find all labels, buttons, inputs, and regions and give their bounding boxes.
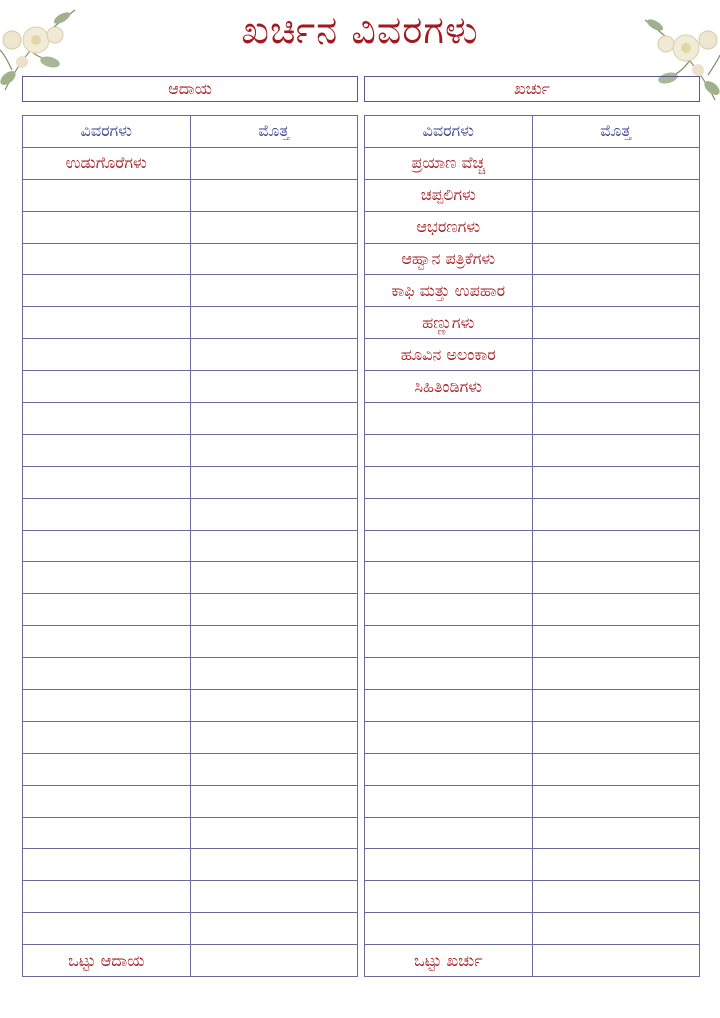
amount-cell[interactable]	[190, 434, 358, 466]
amount-cell[interactable]	[190, 849, 358, 881]
amount-cell[interactable]	[190, 403, 358, 435]
amount-cell[interactable]	[190, 307, 358, 339]
table-row	[23, 626, 358, 658]
table-row	[365, 594, 700, 626]
details-cell[interactable]	[23, 403, 191, 435]
amount-cell[interactable]	[190, 498, 358, 530]
table-header-row	[23, 116, 358, 148]
amount-cell[interactable]	[532, 721, 700, 753]
page-title: ಖರ್ಚಿನ ವಿವರಗಳು	[241, 8, 479, 52]
expense-table	[364, 115, 700, 977]
total-row	[365, 945, 700, 977]
table-row	[365, 785, 700, 817]
expense-section-header: ಖರ್ಚು	[364, 76, 700, 102]
amount-cell[interactable]	[532, 498, 700, 530]
table-row	[365, 913, 700, 945]
details-cell[interactable]	[23, 371, 191, 403]
details-cell[interactable]	[23, 913, 191, 945]
table-row	[23, 339, 358, 371]
table-row	[23, 371, 358, 403]
income-section-header: ಆದಾಯ	[22, 76, 358, 102]
table-row	[365, 275, 700, 307]
table-row	[365, 466, 700, 498]
details-cell[interactable]	[23, 243, 191, 275]
total-row	[23, 945, 358, 977]
details-cell[interactable]: ಚಪ್ಪಲಿಗಳು	[365, 179, 533, 211]
table-row	[365, 179, 700, 211]
details-cell[interactable]	[23, 721, 191, 753]
details-cell[interactable]	[23, 466, 191, 498]
amount-cell[interactable]	[190, 371, 358, 403]
details-cell[interactable]: ಆಭರಣಗಳು	[365, 211, 533, 243]
details-cell[interactable]: ಸಿಹಿತಿಂಡಿಗಳು	[365, 371, 533, 403]
details-cell[interactable]	[23, 562, 191, 594]
table-row	[23, 434, 358, 466]
details-cell[interactable]	[365, 466, 533, 498]
table-row	[365, 339, 700, 371]
amount-cell[interactable]	[532, 658, 700, 690]
table-row	[365, 562, 700, 594]
amount-cell[interactable]	[532, 211, 700, 243]
details-cell[interactable]	[23, 434, 191, 466]
table-row	[365, 147, 700, 179]
table-row	[365, 690, 700, 722]
details-cell[interactable]	[365, 658, 533, 690]
total-amount-cell[interactable]	[532, 945, 700, 977]
table-row	[23, 307, 358, 339]
amount-cell[interactable]	[190, 721, 358, 753]
details-cell[interactable]: ಕಾಫಿ ಮತ್ತು ಉಪಹಾರ	[365, 275, 533, 307]
table-row	[365, 658, 700, 690]
details-cell[interactable]	[23, 307, 191, 339]
total-label: ಒಟ್ಟು ಆದಾಯ	[23, 945, 191, 977]
amount-cell[interactable]	[532, 371, 700, 403]
table-row	[23, 403, 358, 435]
details-cell[interactable]	[23, 785, 191, 817]
details-cell[interactable]	[365, 881, 533, 913]
details-cell[interactable]	[23, 594, 191, 626]
amount-cell[interactable]	[532, 690, 700, 722]
table-row	[365, 403, 700, 435]
amount-cell[interactable]	[532, 307, 700, 339]
amount-cell[interactable]	[190, 594, 358, 626]
amount-cell[interactable]	[532, 785, 700, 817]
amount-cell[interactable]	[190, 690, 358, 722]
details-cell[interactable]	[365, 785, 533, 817]
amount-cell[interactable]	[190, 817, 358, 849]
amount-cell[interactable]	[532, 594, 700, 626]
table-row	[23, 562, 358, 594]
details-cell[interactable]	[23, 275, 191, 307]
details-cell[interactable]	[23, 498, 191, 530]
table-row	[23, 147, 358, 179]
amount-cell[interactable]	[190, 881, 358, 913]
amount-cell[interactable]	[190, 913, 358, 945]
details-cell[interactable]	[365, 594, 533, 626]
amount-cell[interactable]	[532, 147, 700, 179]
details-cell[interactable]	[365, 690, 533, 722]
details-cell[interactable]	[365, 721, 533, 753]
table-row	[365, 721, 700, 753]
table-row	[365, 211, 700, 243]
details-cell[interactable]	[365, 849, 533, 881]
amount-cell[interactable]	[190, 339, 358, 371]
table-row	[365, 307, 700, 339]
details-cell[interactable]	[365, 753, 533, 785]
table-row	[365, 498, 700, 530]
amount-cell[interactable]	[190, 785, 358, 817]
details-cell[interactable]	[365, 498, 533, 530]
details-cell[interactable]	[23, 626, 191, 658]
details-cell[interactable]: ಹೂವಿನ ಅಲಂಕಾರ	[365, 339, 533, 371]
amount-cell[interactable]	[190, 211, 358, 243]
details-cell[interactable]	[23, 211, 191, 243]
details-cell[interactable]	[365, 530, 533, 562]
table-row	[365, 371, 700, 403]
amount-cell[interactable]	[532, 626, 700, 658]
details-cell[interactable]	[23, 658, 191, 690]
table-row	[365, 434, 700, 466]
total-label: ಒಟ್ಟು ಖರ್ಚು	[365, 945, 533, 977]
amount-cell[interactable]	[532, 466, 700, 498]
column-header-details: ವಿವರಗಳು	[365, 116, 533, 148]
column-header-amount: ಮೊತ್ತ	[190, 116, 358, 148]
table-row	[23, 466, 358, 498]
details-cell[interactable]: ಆಹ್ವಾನ ಪತ್ರಿಕೆಗಳು	[365, 243, 533, 275]
amount-cell[interactable]	[532, 339, 700, 371]
amount-cell[interactable]	[532, 275, 700, 307]
amount-cell[interactable]	[532, 403, 700, 435]
table-row	[23, 658, 358, 690]
amount-cell[interactable]	[532, 913, 700, 945]
table-row	[23, 530, 358, 562]
details-cell[interactable]	[23, 690, 191, 722]
amount-cell[interactable]	[532, 243, 700, 275]
details-cell[interactable]: ಉಡುಗೊರೆಗಳು	[23, 147, 191, 179]
table-row	[23, 817, 358, 849]
amount-cell[interactable]	[532, 530, 700, 562]
details-cell[interactable]: ಹಣ್ಣುಗಳು	[365, 307, 533, 339]
column-header-details: ವಿವರಗಳು	[23, 116, 191, 148]
amount-cell[interactable]	[190, 243, 358, 275]
table-row	[23, 721, 358, 753]
details-cell[interactable]	[23, 179, 191, 211]
amount-cell[interactable]	[190, 275, 358, 307]
details-cell[interactable]	[23, 530, 191, 562]
amount-cell[interactable]	[532, 562, 700, 594]
amount-cell[interactable]	[190, 147, 358, 179]
table-row	[23, 594, 358, 626]
table-row	[365, 626, 700, 658]
details-cell[interactable]: ಪ್ರಯಾಣ ವೆಚ್ಚ	[365, 147, 533, 179]
table-row	[365, 881, 700, 913]
table-row	[23, 849, 358, 881]
amount-cell[interactable]	[190, 179, 358, 211]
table-row	[23, 211, 358, 243]
table-row	[23, 913, 358, 945]
amount-cell[interactable]	[190, 753, 358, 785]
amount-cell[interactable]	[532, 179, 700, 211]
details-cell[interactable]	[365, 434, 533, 466]
table-row	[23, 753, 358, 785]
amount-cell[interactable]	[190, 466, 358, 498]
table-row	[23, 243, 358, 275]
table-row	[23, 690, 358, 722]
table-row	[365, 753, 700, 785]
table-row	[23, 275, 358, 307]
amount-cell[interactable]	[532, 881, 700, 913]
amount-cell[interactable]	[190, 658, 358, 690]
amount-cell[interactable]	[532, 817, 700, 849]
table-row	[23, 881, 358, 913]
amount-cell[interactable]	[190, 626, 358, 658]
income-table	[22, 115, 358, 977]
table-row	[23, 498, 358, 530]
amount-cell[interactable]	[190, 530, 358, 562]
details-cell[interactable]	[23, 881, 191, 913]
table-row	[365, 817, 700, 849]
details-cell[interactable]	[23, 849, 191, 881]
table-header-row	[365, 116, 700, 148]
amount-cell[interactable]	[532, 753, 700, 785]
details-cell[interactable]	[23, 753, 191, 785]
details-cell[interactable]	[23, 339, 191, 371]
details-cell[interactable]	[365, 626, 533, 658]
amount-cell[interactable]	[532, 849, 700, 881]
table-row	[365, 243, 700, 275]
table-row	[365, 530, 700, 562]
table-row	[365, 849, 700, 881]
details-cell[interactable]	[365, 403, 533, 435]
table-row	[23, 785, 358, 817]
details-cell[interactable]	[365, 913, 533, 945]
details-cell[interactable]	[365, 562, 533, 594]
details-cell[interactable]	[365, 817, 533, 849]
details-cell[interactable]	[23, 817, 191, 849]
amount-cell[interactable]	[532, 434, 700, 466]
table-row	[23, 179, 358, 211]
column-header-amount: ಮೊತ್ತ	[532, 116, 700, 148]
total-amount-cell[interactable]	[190, 945, 358, 977]
amount-cell[interactable]	[190, 562, 358, 594]
